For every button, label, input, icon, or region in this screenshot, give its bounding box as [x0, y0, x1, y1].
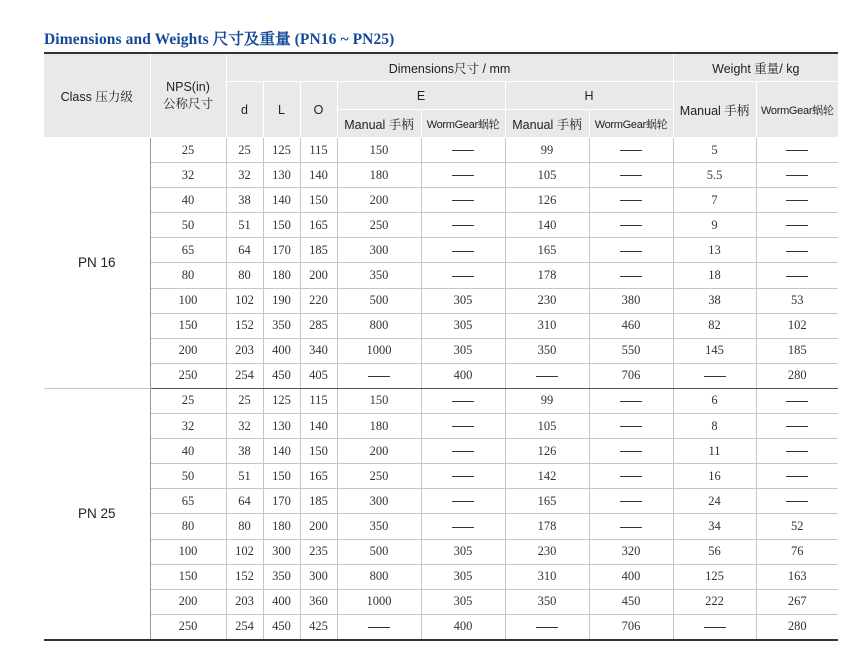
- table-row: [44, 363, 838, 388]
- cell-h-manual: 165: [505, 238, 589, 263]
- cell-e-worm: [421, 163, 505, 188]
- cell-w-worm: [756, 439, 838, 464]
- cell-w-manual: 82: [673, 313, 756, 338]
- dash-mark: [620, 150, 642, 151]
- cell-o: 140: [300, 414, 337, 439]
- cell-h-manual: [505, 363, 589, 388]
- cell-e-worm: 305: [421, 338, 505, 363]
- cell-d: 203: [226, 338, 263, 363]
- header-dimensions: Dimensions尺寸 / mm: [226, 53, 673, 82]
- dash-mark: [452, 401, 474, 402]
- dash-mark: [368, 376, 390, 377]
- cell-o: 200: [300, 514, 337, 539]
- cell-e-worm: [421, 138, 505, 163]
- cell-d: 32: [226, 163, 263, 188]
- cell-w-worm: 52: [756, 514, 838, 539]
- cell-h-manual: 105: [505, 163, 589, 188]
- cell-e-worm: [421, 514, 505, 539]
- cell-nps: 32: [150, 414, 226, 439]
- header-d: d: [226, 82, 263, 138]
- header-e-wormgear: WormGear蜗轮: [421, 110, 505, 138]
- dash-mark: [452, 200, 474, 201]
- table-row: [44, 564, 838, 589]
- cell-e-manual: 150: [337, 138, 421, 163]
- cell-w-manual: 56: [673, 539, 756, 564]
- cell-e-worm: 305: [421, 313, 505, 338]
- cell-h-manual: 165: [505, 489, 589, 514]
- cell-h-manual: 230: [505, 288, 589, 313]
- header-o: O: [300, 82, 337, 138]
- dash-mark: [620, 476, 642, 477]
- cell-w-manual: 5.5: [673, 163, 756, 188]
- dash-mark: [536, 627, 558, 628]
- cell-nps: 100: [150, 539, 226, 564]
- dash-mark: [786, 476, 808, 477]
- cell-w-worm: 102: [756, 313, 838, 338]
- dash-mark: [452, 175, 474, 176]
- dash-mark: [704, 627, 726, 628]
- cell-h-manual: 350: [505, 338, 589, 363]
- table-row: [44, 439, 838, 464]
- cell-d: 64: [226, 489, 263, 514]
- cell-h-manual: 178: [505, 263, 589, 288]
- header-weight-manual: Manual 手柄: [673, 82, 756, 138]
- cell-nps: 40: [150, 439, 226, 464]
- cell-w-worm: [756, 263, 838, 288]
- cell-h-worm: [589, 514, 673, 539]
- cell-l: 150: [263, 213, 300, 238]
- header-l: L: [263, 82, 300, 138]
- cell-h-worm: [589, 163, 673, 188]
- cell-h-worm: [589, 138, 673, 163]
- cell-e-worm: [421, 388, 505, 413]
- cell-l: 125: [263, 388, 300, 413]
- table-row: [44, 313, 838, 338]
- cell-e-worm: 305: [421, 564, 505, 589]
- class-label: PN 16: [44, 138, 150, 389]
- cell-e-worm: [421, 238, 505, 263]
- cell-l: 450: [263, 614, 300, 640]
- header-class: Class 压力级: [44, 53, 150, 138]
- cell-h-worm: 450: [589, 589, 673, 614]
- dash-mark: [786, 501, 808, 502]
- cell-e-manual: 180: [337, 414, 421, 439]
- dash-mark: [620, 251, 642, 252]
- cell-h-manual: 350: [505, 589, 589, 614]
- cell-e-manual: 800: [337, 313, 421, 338]
- cell-o: 340: [300, 338, 337, 363]
- table-row: [44, 163, 838, 188]
- cell-h-manual: 310: [505, 313, 589, 338]
- header-weight: Weight 重量/ kg: [673, 53, 838, 82]
- cell-o: 405: [300, 363, 337, 388]
- cell-e-manual: 800: [337, 564, 421, 589]
- cell-w-worm: 185: [756, 338, 838, 363]
- dash-mark: [452, 527, 474, 528]
- cell-e-worm: [421, 213, 505, 238]
- dash-mark: [786, 225, 808, 226]
- cell-e-manual: 350: [337, 263, 421, 288]
- cell-o: 285: [300, 313, 337, 338]
- header-e-manual: Manual 手柄: [337, 110, 421, 138]
- cell-e-manual: 250: [337, 213, 421, 238]
- cell-w-manual: 18: [673, 263, 756, 288]
- cell-d: 51: [226, 213, 263, 238]
- cell-w-manual: 145: [673, 338, 756, 363]
- cell-o: 235: [300, 539, 337, 564]
- cell-w-worm: [756, 238, 838, 263]
- cell-h-manual: 178: [505, 514, 589, 539]
- cell-h-worm: [589, 238, 673, 263]
- cell-e-worm: 400: [421, 614, 505, 640]
- dash-mark: [452, 451, 474, 452]
- cell-d: 102: [226, 288, 263, 313]
- cell-w-manual: 222: [673, 589, 756, 614]
- cell-d: 254: [226, 614, 263, 640]
- cell-nps: 65: [150, 489, 226, 514]
- header-h-wormgear: WormGear蜗轮: [589, 110, 673, 138]
- cell-w-worm: [756, 414, 838, 439]
- cell-w-worm: 53: [756, 288, 838, 313]
- cell-d: 25: [226, 388, 263, 413]
- cell-e-manual: 1000: [337, 338, 421, 363]
- dash-mark: [452, 251, 474, 252]
- cell-w-worm: [756, 388, 838, 413]
- cell-o: 140: [300, 163, 337, 188]
- table-row: [44, 414, 838, 439]
- cell-w-worm: 280: [756, 363, 838, 388]
- dash-mark: [620, 200, 642, 201]
- dash-mark: [620, 426, 642, 427]
- cell-d: 32: [226, 414, 263, 439]
- cell-o: 150: [300, 439, 337, 464]
- dash-mark: [452, 426, 474, 427]
- cell-l: 170: [263, 238, 300, 263]
- dash-mark: [620, 501, 642, 502]
- dash-mark: [620, 527, 642, 528]
- cell-h-manual: 230: [505, 539, 589, 564]
- table-row: [44, 614, 838, 640]
- cell-e-manual: 200: [337, 188, 421, 213]
- cell-o: 200: [300, 263, 337, 288]
- cell-o: 115: [300, 388, 337, 413]
- header-e: E: [337, 82, 505, 110]
- cell-l: 400: [263, 338, 300, 363]
- table-row: [44, 539, 838, 564]
- cell-h-manual: 126: [505, 188, 589, 213]
- cell-w-manual: 5: [673, 138, 756, 163]
- header-h-manual: Manual 手柄: [505, 110, 589, 138]
- cell-h-worm: 706: [589, 363, 673, 388]
- cell-l: 400: [263, 589, 300, 614]
- cell-l: 170: [263, 489, 300, 514]
- dash-mark: [452, 476, 474, 477]
- cell-e-worm: 305: [421, 539, 505, 564]
- cell-h-worm: [589, 213, 673, 238]
- cell-l: 140: [263, 439, 300, 464]
- cell-w-manual: [673, 614, 756, 640]
- cell-w-manual: 9: [673, 213, 756, 238]
- header-nps: NPS(in) 公称尺寸: [150, 53, 226, 138]
- cell-o: 300: [300, 564, 337, 589]
- table-row: [44, 238, 838, 263]
- cell-w-manual: 7: [673, 188, 756, 213]
- cell-h-worm: 706: [589, 614, 673, 640]
- cell-w-manual: 11: [673, 439, 756, 464]
- cell-w-worm: [756, 489, 838, 514]
- cell-h-worm: [589, 464, 673, 489]
- cell-h-worm: 460: [589, 313, 673, 338]
- cell-e-worm: [421, 439, 505, 464]
- cell-e-worm: 400: [421, 363, 505, 388]
- cell-h-worm: [589, 489, 673, 514]
- dash-mark: [620, 451, 642, 452]
- dash-mark: [786, 200, 808, 201]
- cell-nps: 250: [150, 614, 226, 640]
- cell-h-worm: [589, 388, 673, 413]
- cell-e-manual: 150: [337, 388, 421, 413]
- cell-o: 425: [300, 614, 337, 640]
- cell-nps: 25: [150, 388, 226, 413]
- cell-o: 360: [300, 589, 337, 614]
- dash-mark: [368, 627, 390, 628]
- cell-nps: 40: [150, 188, 226, 213]
- header-weight-wormgear: WormGear蜗轮: [756, 82, 838, 138]
- cell-nps: 50: [150, 213, 226, 238]
- cell-h-manual: 126: [505, 439, 589, 464]
- table-row: [44, 514, 838, 539]
- cell-o: 185: [300, 238, 337, 263]
- dash-mark: [452, 150, 474, 151]
- cell-h-manual: 99: [505, 388, 589, 413]
- cell-e-worm: [421, 464, 505, 489]
- table-row: [44, 464, 838, 489]
- cell-e-worm: [421, 489, 505, 514]
- cell-h-manual: [505, 614, 589, 640]
- dash-mark: [786, 251, 808, 252]
- cell-o: 185: [300, 489, 337, 514]
- cell-w-worm: [756, 188, 838, 213]
- cell-d: 203: [226, 589, 263, 614]
- cell-nps: 200: [150, 589, 226, 614]
- cell-o: 165: [300, 464, 337, 489]
- table-row: [44, 213, 838, 238]
- cell-l: 180: [263, 263, 300, 288]
- dash-mark: [620, 401, 642, 402]
- dash-mark: [452, 501, 474, 502]
- cell-w-worm: [756, 213, 838, 238]
- cell-e-manual: [337, 363, 421, 388]
- table-row: [44, 589, 838, 614]
- dash-mark: [536, 376, 558, 377]
- cell-l: 300: [263, 539, 300, 564]
- cell-w-manual: 13: [673, 238, 756, 263]
- cell-h-manual: 140: [505, 213, 589, 238]
- cell-h-worm: 550: [589, 338, 673, 363]
- cell-h-manual: 105: [505, 414, 589, 439]
- cell-d: 38: [226, 188, 263, 213]
- cell-e-manual: 300: [337, 489, 421, 514]
- cell-l: 150: [263, 464, 300, 489]
- cell-nps: 250: [150, 363, 226, 388]
- cell-w-manual: 8: [673, 414, 756, 439]
- table-header: [44, 53, 838, 138]
- cell-nps: 50: [150, 464, 226, 489]
- dash-mark: [620, 225, 642, 226]
- cell-l: 350: [263, 564, 300, 589]
- cell-h-worm: [589, 263, 673, 288]
- cell-w-manual: 34: [673, 514, 756, 539]
- cell-l: 450: [263, 363, 300, 388]
- cell-w-worm: 280: [756, 614, 838, 640]
- cell-e-manual: 200: [337, 439, 421, 464]
- dash-mark: [786, 276, 808, 277]
- cell-e-manual: 1000: [337, 589, 421, 614]
- cell-o: 165: [300, 213, 337, 238]
- cell-l: 190: [263, 288, 300, 313]
- cell-w-worm: [756, 163, 838, 188]
- dash-mark: [786, 426, 808, 427]
- cell-e-manual: 180: [337, 163, 421, 188]
- cell-h-manual: 142: [505, 464, 589, 489]
- cell-h-manual: 99: [505, 138, 589, 163]
- cell-h-manual: 310: [505, 564, 589, 589]
- cell-w-worm: 163: [756, 564, 838, 589]
- cell-w-manual: 6: [673, 388, 756, 413]
- class-label: PN 25: [44, 388, 150, 639]
- cell-l: 125: [263, 138, 300, 163]
- cell-d: 51: [226, 464, 263, 489]
- cell-d: 64: [226, 238, 263, 263]
- dash-mark: [786, 451, 808, 452]
- cell-e-manual: 350: [337, 514, 421, 539]
- table-row: [44, 288, 838, 313]
- dash-mark: [786, 175, 808, 176]
- header-h: H: [505, 82, 673, 110]
- table-row: [44, 338, 838, 363]
- cell-d: 80: [226, 263, 263, 288]
- cell-w-worm: 76: [756, 539, 838, 564]
- cell-l: 140: [263, 188, 300, 213]
- dash-mark: [620, 276, 642, 277]
- cell-e-worm: [421, 188, 505, 213]
- dash-mark: [620, 175, 642, 176]
- cell-nps: 80: [150, 514, 226, 539]
- cell-h-worm: [589, 188, 673, 213]
- cell-nps: 65: [150, 238, 226, 263]
- cell-w-manual: 16: [673, 464, 756, 489]
- cell-w-worm: [756, 138, 838, 163]
- cell-l: 350: [263, 313, 300, 338]
- cell-d: 152: [226, 564, 263, 589]
- cell-nps: 200: [150, 338, 226, 363]
- cell-nps: 32: [150, 163, 226, 188]
- cell-e-worm: 305: [421, 288, 505, 313]
- cell-w-worm: [756, 464, 838, 489]
- cell-nps: 150: [150, 564, 226, 589]
- cell-w-manual: [673, 363, 756, 388]
- cell-w-manual: 125: [673, 564, 756, 589]
- dash-mark: [704, 376, 726, 377]
- cell-d: 80: [226, 514, 263, 539]
- cell-e-worm: 305: [421, 589, 505, 614]
- cell-d: 25: [226, 138, 263, 163]
- cell-d: 38: [226, 439, 263, 464]
- dash-mark: [452, 225, 474, 226]
- cell-h-worm: [589, 439, 673, 464]
- cell-nps: 150: [150, 313, 226, 338]
- cell-d: 152: [226, 313, 263, 338]
- page-title: Dimensions and Weights 尺寸及重量 (PN16 ~ PN25): [44, 31, 395, 48]
- cell-nps: 80: [150, 263, 226, 288]
- cell-o: 220: [300, 288, 337, 313]
- cell-l: 130: [263, 414, 300, 439]
- cell-w-manual: 38: [673, 288, 756, 313]
- dash-mark: [452, 276, 474, 277]
- table-row: [44, 489, 838, 514]
- cell-o: 150: [300, 188, 337, 213]
- cell-e-manual: 300: [337, 238, 421, 263]
- cell-l: 130: [263, 163, 300, 188]
- cell-nps: 25: [150, 138, 226, 163]
- cell-w-manual: 24: [673, 489, 756, 514]
- table-row: [44, 188, 838, 213]
- dash-mark: [786, 401, 808, 402]
- cell-e-worm: [421, 414, 505, 439]
- table-row: [44, 263, 838, 288]
- cell-d: 254: [226, 363, 263, 388]
- cell-w-worm: 267: [756, 589, 838, 614]
- cell-d: 102: [226, 539, 263, 564]
- cell-e-manual: [337, 614, 421, 640]
- cell-h-worm: 320: [589, 539, 673, 564]
- cell-e-manual: 500: [337, 539, 421, 564]
- table-body: [44, 138, 838, 640]
- dash-mark: [786, 150, 808, 151]
- table-row: [44, 388, 838, 413]
- cell-h-worm: 380: [589, 288, 673, 313]
- cell-o: 115: [300, 138, 337, 163]
- cell-e-worm: [421, 263, 505, 288]
- cell-h-worm: [589, 414, 673, 439]
- cell-nps: 100: [150, 288, 226, 313]
- cell-h-worm: 400: [589, 564, 673, 589]
- cell-e-manual: 250: [337, 464, 421, 489]
- dimensions-weights-table: [44, 52, 838, 641]
- table-row: [44, 138, 838, 163]
- cell-e-manual: 500: [337, 288, 421, 313]
- cell-l: 180: [263, 514, 300, 539]
